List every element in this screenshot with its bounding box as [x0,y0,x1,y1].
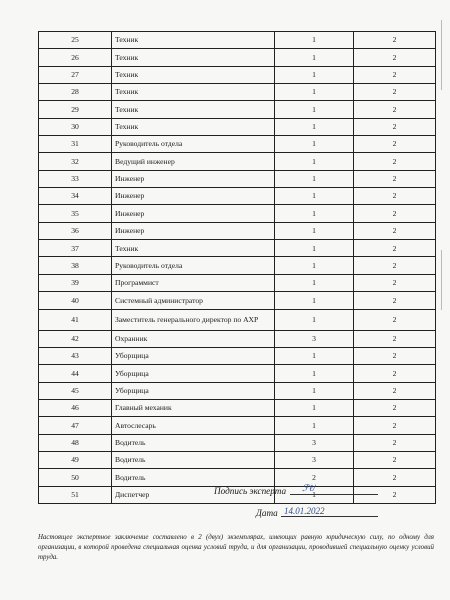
class-value: 2 [354,365,436,382]
job-title: Уборщица [112,365,275,382]
class-value: 2 [354,101,436,118]
workplace-table [38,31,436,504]
row-number: 40 [39,292,112,309]
job-title: Руководитель отдела [112,257,275,274]
row-number: 33 [39,170,112,187]
row-number: 50 [39,469,112,486]
class-value: 2 [354,118,436,135]
job-title: Программист [112,274,275,291]
date-label: Дата [256,508,278,518]
table-row [39,451,436,468]
job-title: Инженер [112,188,275,205]
class-value: 2 [354,84,436,101]
row-number: 44 [39,365,112,382]
table-row [39,240,436,257]
closing-note: Настоящее экспертное заключение составлено в 2 (двух) экземплярах, имеющих равную юридическую силу, по одному для организации, в которой проведена специальная оценка условий труда, и для организации, проводившей специальную оценку условий труда. [38,534,434,561]
job-title: Техник [112,32,275,49]
job-title: Инженер [112,222,275,239]
table-row [39,66,436,83]
count-value: 1 [275,118,354,135]
count-value: 1 [275,84,354,101]
row-number: 28 [39,84,112,101]
row-number: 43 [39,347,112,364]
table-row [39,292,436,309]
table-row [39,32,436,49]
count-value: 1 [275,399,354,416]
job-title: Техник [112,101,275,118]
table-row [39,399,436,416]
class-value: 2 [354,469,436,486]
table-row [39,347,436,364]
job-title: Техник [112,49,275,66]
count-value: 1 [275,486,354,503]
job-title: Инженер [112,205,275,222]
table-row [39,101,436,118]
table-body [39,32,436,504]
count-value: 1 [275,274,354,291]
class-value: 2 [354,486,436,503]
table-row [39,417,436,434]
count-value: 1 [275,292,354,309]
job-title: Диспетчер [112,486,275,503]
scan-edge-mark [441,250,442,310]
signature-line [290,494,378,495]
date-line [281,516,378,517]
scan-edge-mark [441,20,442,90]
table-row [39,434,436,451]
row-number: 41 [39,309,112,330]
class-value: 2 [354,382,436,399]
job-title: Водитель [112,434,275,451]
count-value: 1 [275,347,354,364]
row-number: 25 [39,32,112,49]
row-number: 39 [39,274,112,291]
class-value: 2 [354,417,436,434]
row-number: 34 [39,188,112,205]
count-value: 1 [275,136,354,153]
count-value: 1 [275,205,354,222]
count-value: 1 [275,222,354,239]
class-value: 2 [354,274,436,291]
count-value: 1 [275,417,354,434]
job-title: Системный администратор [112,292,275,309]
table-row [39,118,436,135]
class-value: 2 [354,451,436,468]
class-value: 2 [354,222,436,239]
table-row [39,170,436,187]
class-value: 2 [354,399,436,416]
class-value: 2 [354,32,436,49]
class-value: 2 [354,292,436,309]
table-row [39,365,436,382]
table-row [39,136,436,153]
row-number: 45 [39,382,112,399]
class-value: 2 [354,309,436,330]
count-value: 1 [275,309,354,330]
class-value: 2 [354,170,436,187]
row-number: 36 [39,222,112,239]
job-title: Уборщица [112,382,275,399]
count-value: 1 [275,257,354,274]
class-value: 2 [354,257,436,274]
count-value: 1 [275,32,354,49]
class-value: 2 [354,347,436,364]
table-row [39,309,436,330]
count-value: 1 [275,188,354,205]
job-title: Заместитель генерального директор по АХР [112,309,275,330]
class-value: 2 [354,205,436,222]
table-row [39,469,436,486]
table-row [39,222,436,239]
signature-label: Подпись эксперта [214,486,287,496]
count-value: 1 [275,170,354,187]
row-number: 38 [39,257,112,274]
job-title: Техник [112,84,275,101]
row-number: 26 [39,49,112,66]
class-value: 2 [354,153,436,170]
job-title: Главный механик [112,399,275,416]
job-title: Техник [112,66,275,83]
row-number: 51 [39,486,112,503]
count-value: 1 [275,66,354,83]
count-value: 1 [275,240,354,257]
count-value: 1 [275,153,354,170]
table-row [39,84,436,101]
table-row [39,153,436,170]
table-row [39,188,436,205]
row-number: 47 [39,417,112,434]
job-title: Руководитель отдела [112,136,275,153]
row-number: 49 [39,451,112,468]
signature-mark: ℱℓ/ [302,483,316,493]
job-title: Техник [112,240,275,257]
table-row [39,330,436,347]
count-value: 3 [275,330,354,347]
row-number: 31 [39,136,112,153]
class-value: 2 [354,136,436,153]
row-number: 37 [39,240,112,257]
row-number: 48 [39,434,112,451]
count-value: 1 [275,382,354,399]
class-value: 2 [354,434,436,451]
class-value: 2 [354,49,436,66]
table-row [39,205,436,222]
row-number: 42 [39,330,112,347]
class-value: 2 [354,66,436,83]
row-number: 32 [39,153,112,170]
count-value: 1 [275,365,354,382]
class-value: 2 [354,240,436,257]
count-value: 1 [275,101,354,118]
count-value: 3 [275,451,354,468]
row-number: 46 [39,399,112,416]
row-number: 27 [39,66,112,83]
table-row [39,257,436,274]
row-number: 35 [39,205,112,222]
table-row [39,382,436,399]
table-row [39,49,436,66]
count-value: 1 [275,49,354,66]
job-title: Уборщица [112,347,275,364]
table-row [39,274,436,291]
count-value: 3 [275,434,354,451]
class-value: 2 [354,330,436,347]
row-number: 30 [39,118,112,135]
job-title: Водитель [112,469,275,486]
job-title: Техник [112,118,275,135]
job-title: Водитель [112,451,275,468]
class-value: 2 [354,188,436,205]
date-value: 14.01.2022 [284,506,325,516]
job-title: Инженер [112,170,275,187]
job-title: Ведущий инженер [112,153,275,170]
job-title: Охранник [112,330,275,347]
row-number: 29 [39,101,112,118]
count-value: 2 [275,469,354,486]
job-title: Автослесарь [112,417,275,434]
